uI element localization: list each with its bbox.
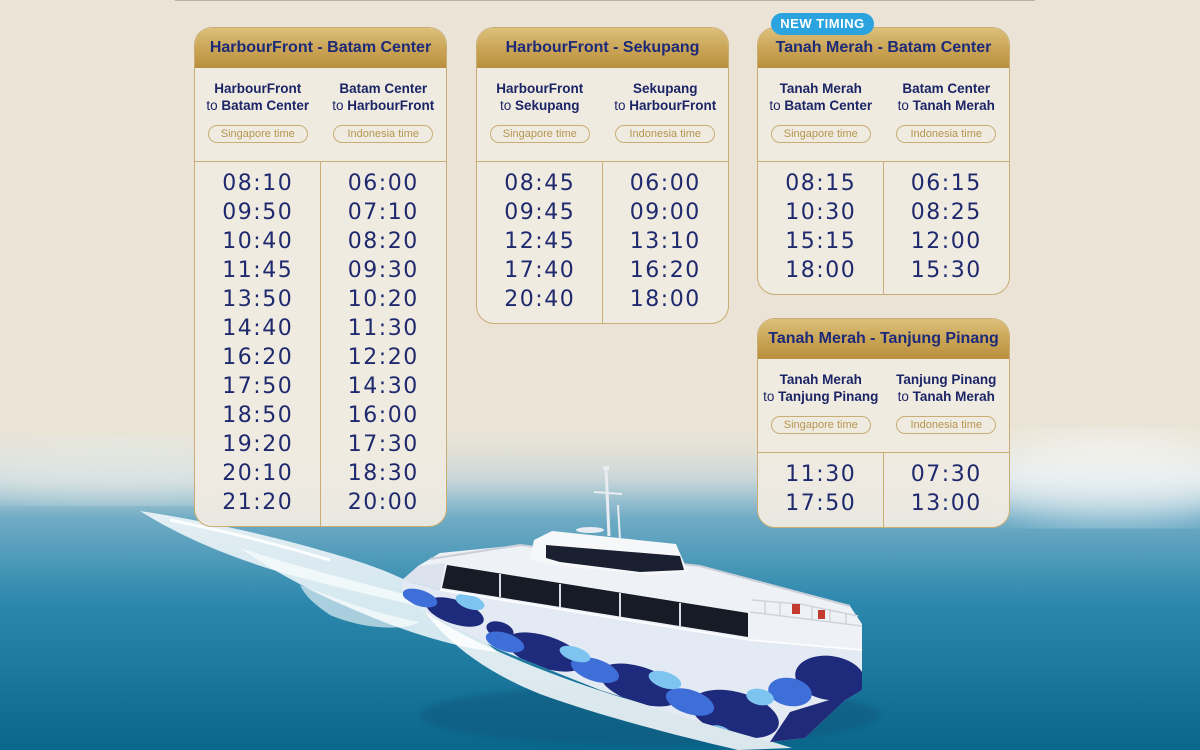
timezone-pill: Indonesia time	[896, 125, 996, 143]
departure-port: Tanjung Pinang	[896, 372, 997, 387]
departure-times-column	[884, 169, 1010, 285]
route-title: Tanah Merah - Batam Center	[758, 28, 1009, 68]
departure-time: 19:20	[222, 432, 294, 457]
departure-time: 17:50	[785, 491, 857, 516]
direction-headers	[477, 68, 728, 162]
direction-header	[758, 68, 884, 161]
departure-times-column	[758, 169, 884, 285]
timezone-pill: Indonesia time	[896, 416, 996, 434]
destination-port: Tanah Merah	[912, 389, 995, 404]
departure-time: 10:40	[222, 229, 294, 254]
route-title: Tanah Merah - Tanjung Pinang	[758, 319, 1009, 359]
direction-prefix: to	[763, 389, 775, 404]
departure-time: 16:20	[629, 258, 701, 283]
destination-port: Batam Center	[784, 98, 873, 113]
timetable	[758, 162, 1009, 294]
destination-line	[195, 97, 321, 114]
departure-time: 20:40	[504, 287, 576, 312]
departure-port: Batam Center	[902, 81, 991, 96]
timetable	[195, 162, 446, 526]
departure-port: HarbourFront	[496, 81, 584, 96]
departure-time: 20:10	[222, 461, 294, 486]
destination-port: HarbourFront	[347, 98, 435, 113]
route-card-tanah-merah-batam-center	[757, 27, 1010, 295]
direction-headers	[758, 359, 1009, 453]
departure-port: Batam Center	[339, 81, 428, 96]
column-divider	[602, 162, 604, 323]
departure-time: 13:00	[910, 491, 982, 516]
departure-port: Tanah Merah	[779, 372, 862, 387]
destination-port: Batam Center	[221, 98, 310, 113]
destination-port: HarbourFront	[629, 98, 717, 113]
direction-prefix: to	[499, 98, 512, 113]
mast-flag	[603, 466, 609, 470]
destination-line	[758, 388, 884, 405]
departure-times-column	[758, 460, 884, 518]
departure-time: 06:00	[629, 171, 701, 196]
direction-prefix: to	[206, 98, 218, 113]
direction-prefix: to	[769, 98, 781, 113]
departure-time: 12:20	[347, 345, 419, 370]
departure-time: 14:30	[347, 374, 419, 399]
departure-time: 07:30	[910, 462, 982, 487]
departure-time: 12:45	[504, 229, 576, 254]
departure-time: 10:30	[785, 200, 857, 225]
timezone-pill: Singapore time	[490, 125, 590, 143]
departure-time: 08:45	[504, 171, 576, 196]
timezone-pill: Indonesia time	[333, 125, 433, 143]
departure-time: 13:50	[222, 287, 294, 312]
destination-line	[321, 97, 447, 114]
timezone-pill: Indonesia time	[615, 125, 715, 143]
direction-header	[603, 68, 729, 161]
direction-prefix: to	[897, 389, 909, 404]
route-title: HarbourFront - Sekupang	[477, 28, 728, 68]
departure-time: 18:50	[222, 403, 294, 428]
departure-time: 13:10	[629, 229, 701, 254]
life-raft	[792, 604, 800, 614]
route-card-harbourfront-sekupang	[476, 27, 729, 324]
departure-time: 15:15	[785, 229, 857, 254]
destination-port: Tanjung Pinang	[778, 389, 879, 404]
direction-prefix: to	[897, 98, 909, 113]
departure-time: 17:30	[347, 432, 419, 457]
top-divider-line	[175, 0, 1035, 1]
column-divider	[883, 453, 885, 527]
departure-time: 17:50	[222, 374, 294, 399]
destination-line	[884, 388, 1010, 405]
departure-times-column	[195, 169, 321, 517]
direction-prefix: to	[614, 98, 626, 113]
direction-header	[477, 68, 603, 161]
destination-line	[477, 97, 603, 114]
departure-time: 12:00	[910, 229, 982, 254]
departure-time: 18:30	[347, 461, 419, 486]
direction-header	[321, 68, 447, 161]
departure-time: 20:00	[347, 490, 419, 515]
departure-time: 18:00	[785, 258, 857, 283]
new-timing-badge: NEW TIMING	[771, 13, 874, 35]
departure-time: 06:15	[910, 171, 982, 196]
timetable	[477, 162, 728, 323]
departure-times-column	[321, 169, 447, 517]
departure-time: 08:10	[222, 171, 294, 196]
departure-time: 16:20	[222, 345, 294, 370]
departure-time: 09:45	[504, 200, 576, 225]
departure-time: 09:00	[629, 200, 701, 225]
column-divider	[883, 162, 885, 294]
route-card-tanah-merah-tanjung-pinang	[757, 318, 1010, 528]
direction-header	[758, 359, 884, 452]
direction-header	[195, 68, 321, 161]
departure-port: Tanah Merah	[779, 81, 862, 96]
departure-times-column	[477, 169, 603, 314]
timetable	[758, 453, 1009, 527]
departure-time: 08:25	[910, 200, 982, 225]
timezone-pill: Singapore time	[771, 416, 871, 434]
departure-time: 11:30	[785, 462, 857, 487]
direction-prefix: to	[332, 98, 344, 113]
departure-time: 11:30	[347, 316, 419, 341]
departure-time: 17:40	[504, 258, 576, 283]
direction-header	[884, 68, 1010, 161]
route-title: HarbourFront - Batam Center	[195, 28, 446, 68]
direction-headers	[758, 68, 1009, 162]
departure-times-column	[884, 460, 1010, 518]
departure-time: 09:30	[347, 258, 419, 283]
direction-headers	[195, 68, 446, 162]
departure-time: 11:45	[222, 258, 294, 283]
destination-line	[884, 97, 1010, 114]
departure-time: 21:20	[222, 490, 294, 515]
direction-header	[884, 359, 1010, 452]
departure-time: 10:20	[347, 287, 419, 312]
destination-port: Tanah Merah	[912, 98, 995, 113]
timezone-pill: Singapore time	[771, 125, 871, 143]
departure-time: 08:20	[347, 229, 419, 254]
departure-time: 16:00	[347, 403, 419, 428]
destination-line	[758, 97, 884, 114]
timezone-pill: Singapore time	[208, 125, 308, 143]
route-card-harbourfront-batam-center	[194, 27, 447, 527]
destination-port: Sekupang	[515, 98, 580, 113]
departure-time: 08:15	[785, 171, 857, 196]
departure-time: 14:40	[222, 316, 294, 341]
departure-times-column	[603, 169, 729, 314]
column-divider	[320, 162, 322, 526]
departure-time: 15:30	[910, 258, 982, 283]
departure-port: HarbourFront	[214, 81, 302, 96]
departure-time: 09:50	[222, 200, 294, 225]
life-raft	[818, 610, 825, 619]
departure-time: 18:00	[629, 287, 701, 312]
departure-time: 06:00	[347, 171, 419, 196]
radar	[576, 527, 604, 533]
departure-port: Sekupang	[632, 81, 698, 96]
departure-time: 07:10	[347, 200, 419, 225]
destination-line	[603, 97, 729, 114]
